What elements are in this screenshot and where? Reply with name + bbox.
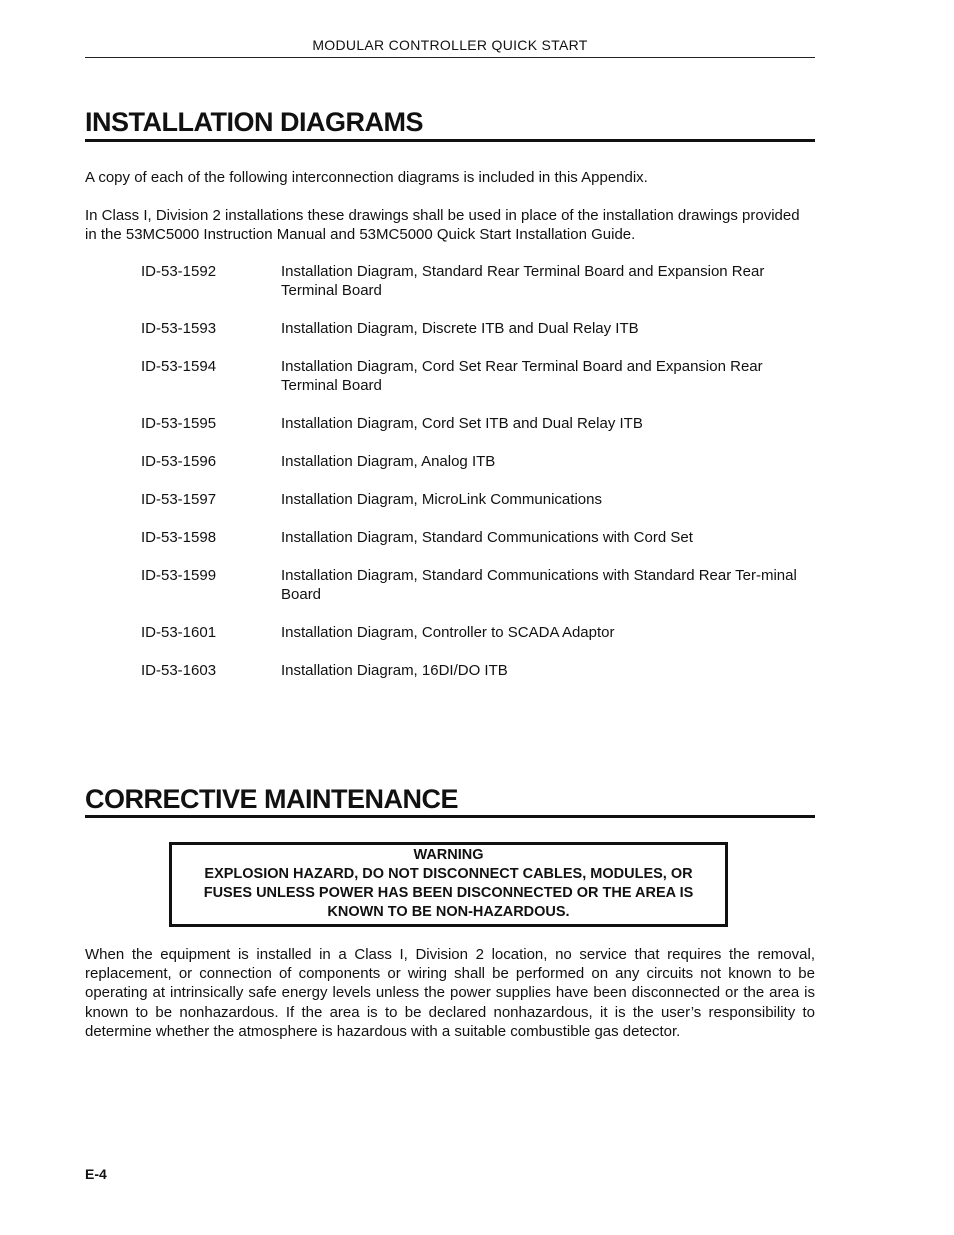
diagram-list-item: [141, 623, 821, 642]
diagram-list-item: [141, 661, 821, 680]
diagram-description: Installation Diagram, Standard Communications with Standard Rear Ter-minal Board: [281, 567, 797, 603]
diagram-list-item: [141, 452, 821, 471]
installation-diagrams-title: INSTALLATION DIAGRAMS: [85, 107, 423, 137]
diagram-list-item: [141, 319, 821, 338]
diagram-list-item: [141, 357, 821, 395]
corrective-maintenance-title: CORRECTIVE MAINTENANCE: [85, 784, 459, 814]
installation-intro: A copy of each of the following interconnection diagrams is included in this Appendix.: [85, 169, 648, 186]
diagram-description: Installation Diagram, Cord Set Rear Terminal Board and Expansion Rear Terminal Board: [281, 358, 763, 394]
warning-heading: WARNING: [413, 847, 484, 863]
warning-box: [169, 842, 728, 927]
diagram-id: ID-53-1603: [141, 662, 217, 679]
diagram-list-item: [141, 566, 821, 604]
maintenance-title-rule: [85, 815, 815, 818]
diagram-description: Installation Diagram, Standard Communications with Cord Set: [281, 529, 693, 546]
diagram-description: Installation Diagram, 16DI/DO ITB: [281, 662, 508, 679]
maintenance-body: When the equipment is installed in a Class I, Division 2 location, no service that requires the removal, replacement, or connection of components or wiring shall be performed on any circuits not known to be operating at intrinsically safe energy levels unless the power supplies have been disconnected or the area is known to be nonhazardous. If the area is to be declared nonhazardous, it is the user’s responsibility to determine whether the atmosphere is hazardous with a suitable combustible gas detector.: [85, 946, 815, 1040]
diagram-description: Installation Diagram, Controller to SCADA Adaptor: [281, 624, 615, 641]
diagram-id: ID-53-1601: [141, 624, 217, 641]
page-number: E-4: [85, 1166, 107, 1182]
diagram-id: ID-53-1598: [141, 529, 217, 546]
warning-line-3: KNOWN TO BE NON-HAZARDOUS.: [327, 904, 570, 920]
diagram-list-item: [141, 490, 821, 509]
diagram-description: Installation Diagram, Analog ITB: [281, 453, 496, 470]
header-rule: [85, 57, 815, 58]
diagram-id: ID-53-1599: [141, 567, 217, 584]
diagram-id: ID-53-1593: [141, 320, 217, 337]
diagram-list-item: [141, 262, 821, 300]
diagram-id: ID-53-1595: [141, 415, 217, 432]
diagram-description: Installation Diagram, Standard Rear Terminal Board and Expansion Rear Terminal Board: [281, 263, 765, 299]
installation-note: In Class I, Division 2 installations these drawings shall be used in place of the installation drawings provided in the 53MC5000 Instruction Manual and 53MC5000 Quick Start Installation Guide.: [85, 207, 800, 243]
diagram-description: Installation Diagram, MicroLink Communications: [281, 491, 602, 508]
diagram-list: [141, 262, 821, 699]
diagram-id: ID-53-1597: [141, 491, 217, 508]
diagram-description: Installation Diagram, Discrete ITB and Dual Relay ITB: [281, 320, 639, 337]
diagram-list-item: [141, 414, 821, 433]
running-header: MODULAR CONTROLLER QUICK START: [312, 37, 588, 53]
installation-title-rule: [85, 139, 815, 142]
warning-line-2: FUSES UNLESS POWER HAS BEEN DISCONNECTED OR THE AREA IS: [203, 885, 694, 901]
diagram-id: ID-53-1592: [141, 263, 217, 280]
diagram-list-item: [141, 528, 821, 547]
warning-line-1: EXPLOSION HAZARD, DO NOT DISCONNECT CABLES, MODULES, OR: [204, 866, 693, 882]
diagram-id: ID-53-1596: [141, 453, 217, 470]
diagram-description: Installation Diagram, Cord Set ITB and Dual Relay ITB: [281, 415, 643, 432]
diagram-id: ID-53-1594: [141, 358, 217, 375]
